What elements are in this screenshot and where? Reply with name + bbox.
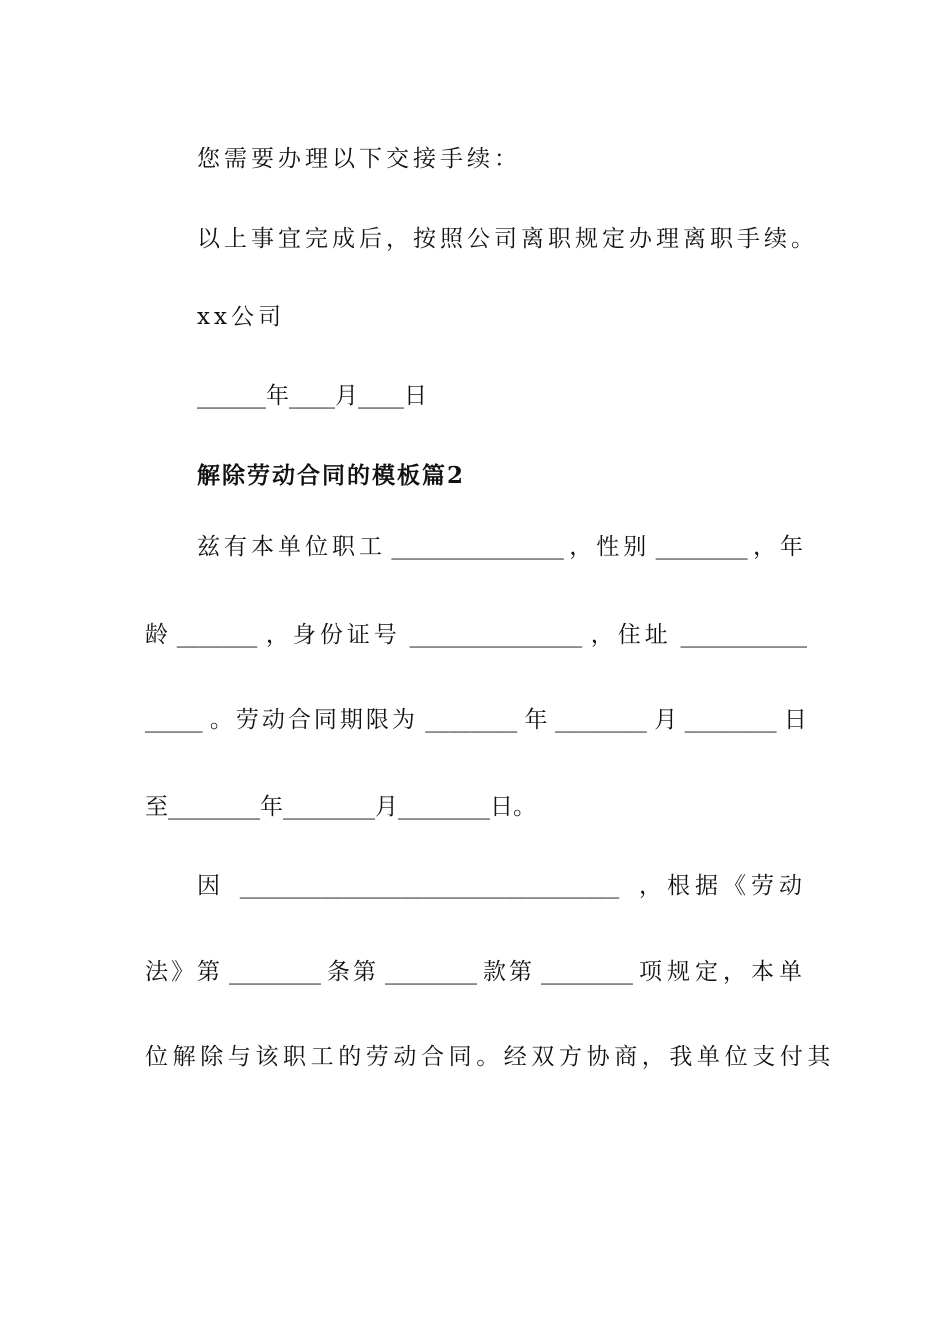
blank-address: ___________ <box>680 622 807 648</box>
section-title: 解除劳动合同的模板篇2 <box>197 462 466 489</box>
text-segment: ，性别 <box>569 534 651 560</box>
text-segment: ，身份证号 <box>265 622 401 648</box>
blank-start-year: ________ <box>425 707 518 733</box>
blank-day: ____ <box>358 383 404 409</box>
blank-start-month: ________ <box>554 707 647 733</box>
text-segment: 月 <box>375 794 398 820</box>
para2-line3: 位解除与该职工的劳动合同。经双方协商，我单位支付其 <box>145 1044 835 1070</box>
text-segment: 日 <box>783 707 807 733</box>
year-label: 年 <box>266 383 289 409</box>
blank-address-cont: _____ <box>145 707 203 733</box>
text-segment: 年 <box>260 794 283 820</box>
para1-line1 <box>197 532 807 562</box>
text-segment: 年 <box>524 707 548 733</box>
blank-end-year: ________ <box>168 794 260 820</box>
text-segment: 日。 <box>490 794 536 820</box>
text-segment: 兹有本单位职工 <box>197 534 386 560</box>
blank-item: ________ <box>541 959 633 985</box>
text-segment: 项规定，本单 <box>639 959 807 985</box>
company-name: xx公司 <box>197 304 285 330</box>
blank-end-day: ________ <box>398 794 490 820</box>
text-segment: 月 <box>654 707 678 733</box>
blank-article: ________ <box>229 959 321 985</box>
blank-id-number: _______________ <box>409 622 583 648</box>
text-segment: 龄 <box>145 622 168 648</box>
blank-gender: ________ <box>655 534 748 560</box>
intro-line: 您需要办理以下交接手续： <box>197 146 521 172</box>
text-segment: ，住址 <box>590 622 672 648</box>
blank-year: ______ <box>197 383 266 409</box>
text-segment: 至 <box>145 794 168 820</box>
para1-line3 <box>145 705 807 735</box>
blank-end-month: ________ <box>283 794 375 820</box>
text-segment: ，年 <box>753 534 807 560</box>
text-segment: 条第 <box>327 959 379 985</box>
day-label: 日 <box>404 383 427 409</box>
para1-line2 <box>145 620 807 650</box>
completion-line: 以上事宜完成后，按照公司离职规定办理离职手续。 <box>197 226 818 252</box>
blank-month: ____ <box>289 383 335 409</box>
text-segment: 因 <box>197 873 220 899</box>
date-line <box>197 381 807 411</box>
para2-line2 <box>145 957 807 987</box>
month-label: 月 <box>335 383 358 409</box>
blank-reason: _________________________________ <box>239 873 620 899</box>
para2-line1 <box>197 871 807 901</box>
para1-line4 <box>145 792 807 822</box>
blank-start-day: ________ <box>684 707 777 733</box>
blank-clause: ________ <box>385 959 477 985</box>
text-segment: ，根据《劳动 <box>639 873 807 899</box>
text-segment: 款第 <box>483 959 535 985</box>
blank-age: _______ <box>176 622 258 648</box>
text-segment: 法》第 <box>145 959 223 985</box>
text-segment: 。劳动合同期限为 <box>209 707 418 733</box>
blank-name: _______________ <box>391 534 564 560</box>
